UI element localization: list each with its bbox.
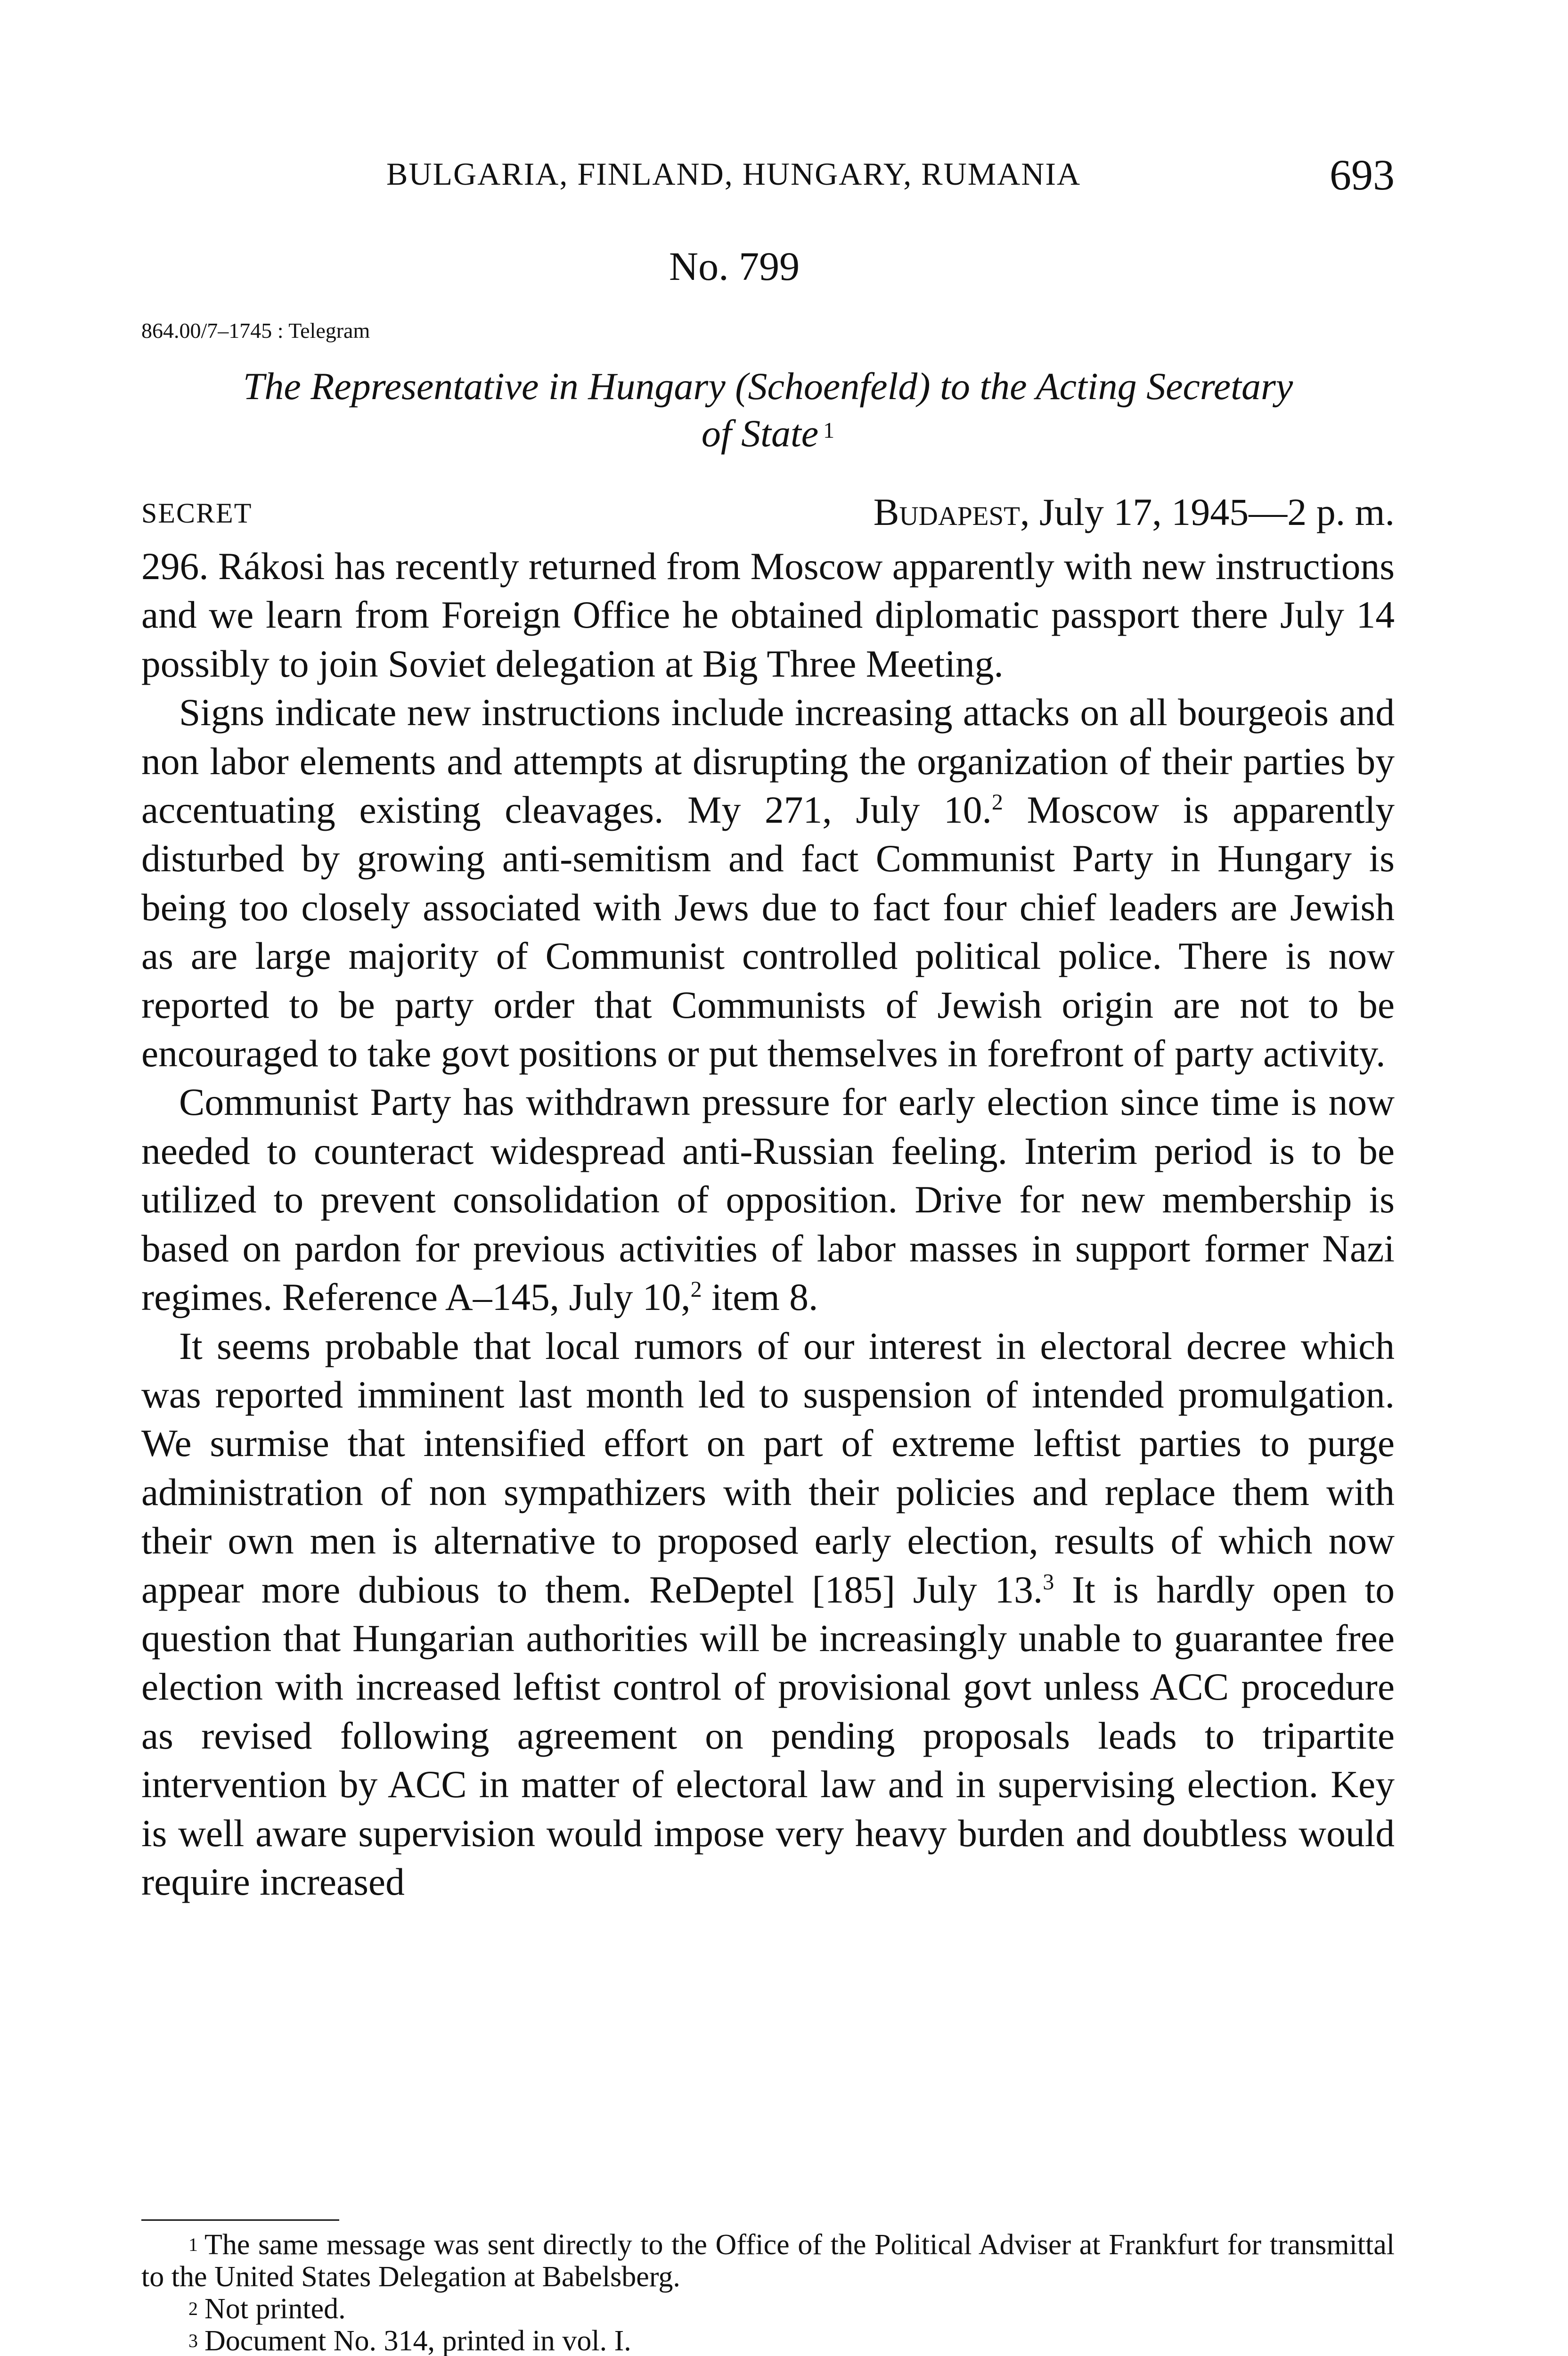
footnote-2 xyxy=(141,2293,1395,2325)
footnote-2-mark: 2 xyxy=(188,2298,198,2319)
footnote-1-mark: 1 xyxy=(188,2234,198,2255)
telegram-body xyxy=(141,542,1395,1906)
footnotes xyxy=(141,2229,1395,2356)
footnote-3-text: Document No. 314, printed in vol. I. xyxy=(204,2325,631,2356)
file-reference: 864.00/7–1745 : Telegram xyxy=(141,319,370,343)
paragraph-4-text-a: It seems probable that local rumors of our interest in electoral decree which was reported imminent last month led to suspension of intended promulgation. We surmise that intensified effort on part of extreme leftist parties to purge administration of non sympathizers with their policies and replace them with their own men is alternative to proposed early election, results of which now appear more dubious to them. ReDeptel [185] July 13. xyxy=(141,1324,1395,1611)
footnote-3 xyxy=(141,2325,1395,2356)
subject-line-2 xyxy=(141,410,1395,457)
footnote-3-mark: 3 xyxy=(188,2330,198,2351)
footnote-divider xyxy=(141,2219,339,2221)
subject-line-2-text: of State xyxy=(701,412,819,455)
footnote-1 xyxy=(141,2229,1395,2293)
paragraph-4-text-b: It is hardly open to question that Hungarian authorities will be increasingly unable to guarantee free election with increased leftist control of provisional govt unless ACC procedure as revised following agreement on pending proposals leads to tripartite intervention by ACC in matter of electoral law and in supervising election. Key is well aware supervision would impose very heavy burden and doubtless would require increased xyxy=(141,1568,1395,1903)
document-subject xyxy=(141,363,1395,457)
paragraph-1: 296. Rákosi has recently returned from Moscow apparently with new instructions and we learn from Foreign Office he obtained diplomatic passport there July 14 possibly to join Soviet delegation at Big Three Meeting. xyxy=(141,545,1395,685)
dateline-place: Budapest, xyxy=(873,491,1030,533)
footnote-2-text: Not printed. xyxy=(204,2293,346,2325)
classification-label: SECRET xyxy=(141,498,253,529)
running-header-title: BULGARIA, FINLAND, HUNGARY, RUMANIA xyxy=(386,156,1081,192)
footnote-1-text: The same message was sent directly to the Office of the Political Adviser at Frankfurt for transmittal to the United States Delegation at Babelsberg. xyxy=(141,2229,1395,2293)
dateline xyxy=(874,490,1395,534)
paragraph-4 xyxy=(141,1322,1395,1906)
paragraph-2-text-a: Signs indicate new instructions include increasing attacks on all bourgeois and non labor elements and attempts at disrupting the organization of their parties by accentuating existing cleavages. My 271, July 10. xyxy=(141,691,1395,832)
page-number: 693 xyxy=(1330,151,1395,199)
paragraph-3-text-a: Communist Party has withdrawn pressure for early election since time is now needed to counteract widespread anti-Russian feeling. Interim period is to be utilized to prevent consolidation of opposition. Drive for new membership is based on pardon for previous activities of labor masses in support former Nazi regimes. Reference A–145, July 10, xyxy=(141,1080,1395,1319)
dateline-date: July 17, 1945—2 p. m. xyxy=(1039,491,1395,533)
subject-line-1: The Representative in Hungary (Schoenfeld) to the Acting Secretary xyxy=(243,365,1293,408)
footnote-ref-3: 3 xyxy=(1043,1569,1054,1595)
subject-footnote-mark: 1 xyxy=(823,418,835,443)
document-number: No. 799 xyxy=(669,244,800,289)
paragraph-3-text-b: item 8. xyxy=(702,1276,818,1319)
paragraph-2 xyxy=(141,688,1395,1078)
footnote-ref-2: 2 xyxy=(991,789,1003,815)
paragraph-2-text-b: Moscow is apparently disturbed by growing anti-semitism and fact Communist Party in Hungary is being too closely associated with Jews due to fact four chief leaders are Jewish as are large majority of Communist controlled political police. There is now reported to be party order that Communists of Jewish origin are not to be encouraged to take govt positions or put themselves in forefront of party activity. xyxy=(141,788,1395,1075)
paragraph-3 xyxy=(141,1078,1395,1321)
footnote-ref-2b: 2 xyxy=(690,1276,702,1302)
